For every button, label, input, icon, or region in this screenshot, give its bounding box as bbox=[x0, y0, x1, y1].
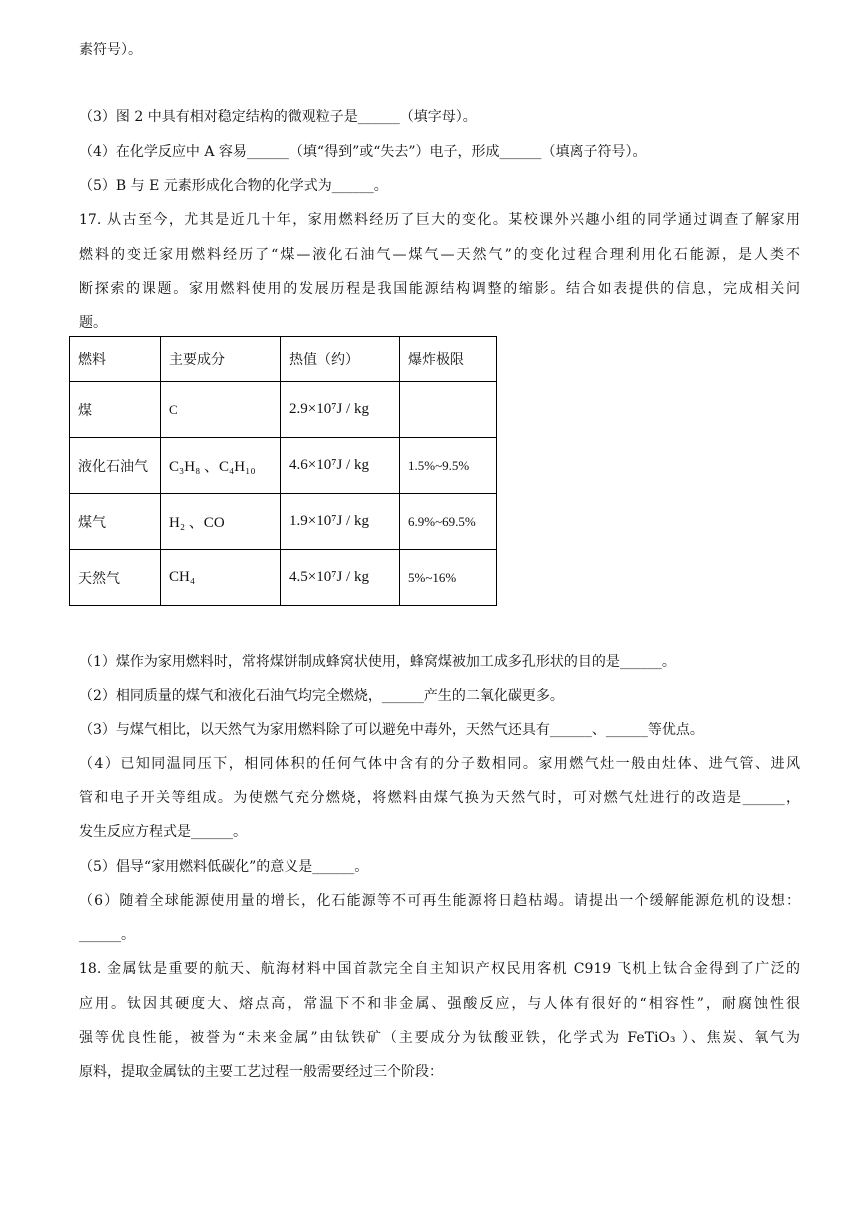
heat-value-cell: 2.9×10⁷J / kg bbox=[281, 382, 400, 438]
q17-para-line: 17. 从古至今，尤其是近几十年，家用燃料经历了巨大的变化。某校课外兴趣小组的同学通过调查了解家用 bbox=[79, 212, 800, 228]
explosion-limit-cell bbox=[400, 382, 497, 438]
table-row bbox=[70, 382, 497, 438]
q18-para-line: 应用。钛因其硬度大、熔点高，常温下不和非金属、强酸反应，与人体有很好的“相容性”，耐腐蚀性很 bbox=[79, 996, 800, 1012]
heat-value-cell: 4.5×10⁷J / kg bbox=[281, 550, 400, 606]
table-row bbox=[70, 550, 497, 606]
fuel-cell: 煤气 bbox=[70, 494, 161, 550]
header-cell: 燃料 bbox=[70, 337, 161, 382]
table-row bbox=[70, 494, 497, 550]
sub-question-3: （3）与煤气相比，以天然气为家用燃料除了可以避免中毒外，天然气还具有______、______等优点。 bbox=[79, 722, 704, 738]
heat-value-cell: 4.6×10⁷J / kg bbox=[281, 438, 400, 494]
fuel-cell: 煤 bbox=[70, 382, 161, 438]
header-cell: 主要成分 bbox=[161, 337, 281, 382]
fuel-cell: 天然气 bbox=[70, 550, 161, 606]
fuel-cell: 液化石油气 bbox=[70, 438, 161, 494]
text-line: 素符号）。 bbox=[79, 42, 142, 58]
q18-para-line: 18. 金属钛是重要的航天、航海材料中国首款完全自主知识产权民用客机 C919 飞机上钛合金得到了广泛的 bbox=[79, 961, 800, 977]
sub-question-5: （5）倡导“家用燃料低碳化”的意义是______。 bbox=[79, 859, 369, 875]
table-header-row bbox=[70, 337, 497, 382]
composition-cell: H₂ 、CO bbox=[161, 494, 281, 550]
explosion-limit-cell: 6.9%~69.5% bbox=[400, 494, 497, 550]
q18-para-line: 原料，提取金属钛的主要工艺过程一般需要经过三个阶段： bbox=[79, 1064, 443, 1080]
composition-cell: C₃H₈ 、C₄H₁₀ bbox=[161, 438, 281, 494]
sub-question-6-line: ______。 bbox=[79, 927, 135, 943]
question-5: （5）B 与 E 元素形成化合物的化学式为______。 bbox=[79, 178, 388, 194]
question-4: （4）在化学反应中 A 容易______（填“得到”或“失去”）电子，形成______（填离子符号）。 bbox=[79, 144, 647, 160]
table-row bbox=[70, 438, 497, 494]
composition-cell: CH₄ bbox=[161, 550, 281, 606]
q17-para-line: 题。 bbox=[79, 315, 107, 331]
sub-question-4-line: （4）已知同温同压下，相同体积的任何气体中含有的分子数相同。家用燃气灶一般由灶体、进气管、进风 bbox=[79, 756, 800, 772]
sub-question-1: （1）煤作为家用燃料时，常将煤饼制成蜂窝状使用，蜂窝煤被加工成多孔形状的目的是______。 bbox=[79, 654, 676, 670]
q18-para-line: 强等优良性能，被誉为“未来金属”由钛铁矿（主要成分为钛酸亚铁，化学式为 FeTiO₃ ）、焦炭、氧气为 bbox=[79, 1030, 800, 1046]
explosion-limit-cell: 1.5%~9.5% bbox=[400, 438, 497, 494]
sub-question-6-line: （6）随着全球能源使用量的增长，化石能源等不可再生能源将日趋枯竭。请提出一个缓解能源危机的设想： bbox=[79, 893, 800, 909]
fuel-table bbox=[69, 336, 497, 606]
sub-question-4-line: 发生反应方程式是______。 bbox=[79, 824, 247, 840]
sub-question-2: （2）相同质量的煤气和液化石油气均完全燃烧，______产生的二氧化碳更多。 bbox=[79, 688, 564, 704]
question-3: （3）图 2 中具有相对稳定结构的微观粒子是______（填字母）。 bbox=[79, 109, 477, 125]
explosion-limit-cell: 5%~16% bbox=[400, 550, 497, 606]
q17-para-line: 燃料的变迁家用燃料经历了“煤—液化石油气—煤气—天然气”的变化过程合理利用化石能源，是人类不 bbox=[79, 247, 800, 263]
header-cell: 爆炸极限 bbox=[400, 337, 497, 382]
q17-para-line: 断探索的课题。家用燃料使用的发展历程是我国能源结构调整的缩影。结合如表提供的信息，完成相关问 bbox=[79, 281, 800, 297]
sub-question-4-line: 管和电子开关等组成。为使燃气充分燃烧，将燃料由煤气换为天然气时，可对燃气灶进行的改造是______， bbox=[79, 790, 800, 806]
header-cell: 热值（约） bbox=[281, 337, 400, 382]
heat-value-cell: 1.9×10⁷J / kg bbox=[281, 494, 400, 550]
composition-cell: C bbox=[161, 382, 281, 438]
